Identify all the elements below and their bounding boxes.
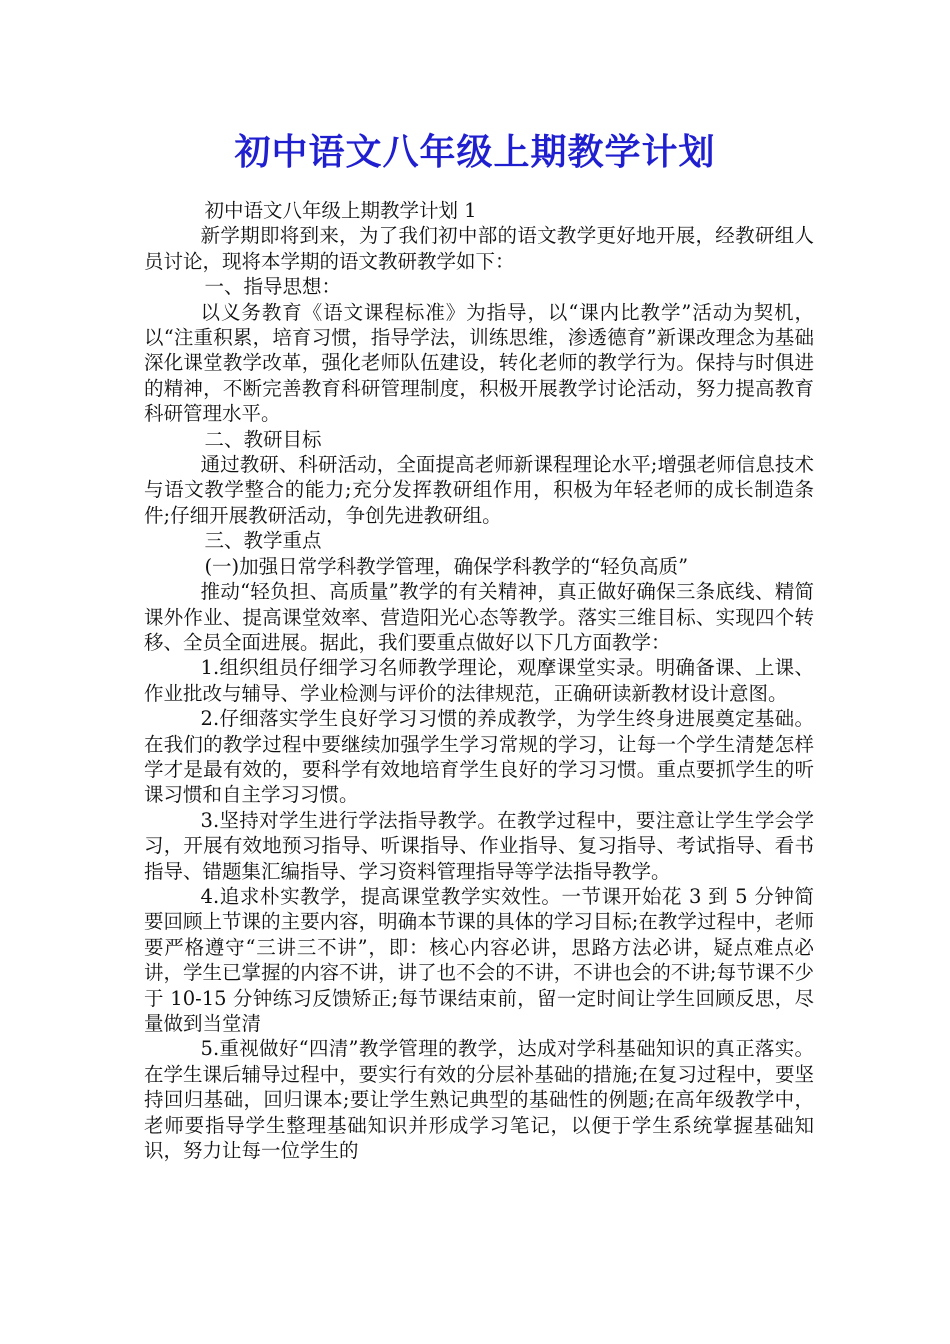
document-title: 初中语文八年级上期教学计划 xyxy=(234,131,716,173)
section-heading-guiding-thought: 一、指导思想： xyxy=(204,275,341,299)
list-item-5: 5.重视做好“四清”教学管理的教学，达成对学科基础知识的真正落实。在学生课后辅导过程中，要实行有效的分层补基础的措施;在复习过程中，要坚持回归基础，回归课本;要让学生熟记典型的基础性的例题;在高年级教学中，老师要指导学生整理基础知识并形成学习笔记，以便于学生系统掌握基础知识，努力让每一位学生的 xyxy=(144,1037,814,1163)
document-subtitle: 初中语文八年级上期教学计划 1 xyxy=(204,199,477,222)
section-heading-teaching-focus: 三、教学重点 xyxy=(204,529,322,553)
section-heading-research-goals: 二、教研目标 xyxy=(204,427,322,451)
paragraph-daily-management: 推动“轻负担、高质量”教学的有关精神，真正做好确保三条底线、精简课外作业、提高课堂效率、营造阳光心态等教学。落实三维目标、实现四个转移、全员全面进展。据此，我们要重点做好以下几方面教学： xyxy=(144,580,814,654)
paragraph-guiding-thought: 以义务教育《语文课程标准》为指导，以“课内比教学”活动为契机，以“注重积累，培育习惯，指导学法，训练思维，渗透德育”新课改理念为基础深化课堂教学改革，强化老师队伍建设，转化老师的教学行为。保持与时俱进的精神，不断完善教育科研管理制度，积极开展教学讨论活动，努力提高教育科研管理水平。 xyxy=(144,300,814,426)
document-body xyxy=(144,198,814,1163)
paragraph-research-goals: 通过教研、科研活动，全面提高老师新课程理论水平;增强老师信息技术与语文教学整合的能力;充分发挥教研组作用，积极为年轻老师的成长制造条件;仔细开展教研活动，争创先进教研组。 xyxy=(144,453,814,527)
list-item-1: 1.组织组员仔细学习名师教学理论，观摩课堂实录。明确备课、上课、作业批改与辅导、学业检测与评价的法律规范，正确研读新教材设计意图。 xyxy=(144,656,814,705)
list-item-2: 2.仔细落实学生良好学习习惯的养成教学，为学生终身进展奠定基础。在我们的教学过程中要继续加强学生学习常规的学习，让每一个学生清楚怎样学才是最有效的，要科学有效地培育学生良好的学习习惯。重点要抓学生的听课习惯和自主学习习惯。 xyxy=(144,707,814,807)
list-item-3: 3.坚持对学生进行学法指导教学。在教学过程中，要注意让学生学会学习，开展有效地预习指导、听课指导、作业指导、复习指导、考试指导、看书指导、错题集汇编指导、学习资料管理指导等学法指导教学。 xyxy=(144,808,814,883)
list-item-4: 4.追求朴实教学，提高课堂教学实效性。一节课开始花 3 到 5 分钟简要回顾上节课的主要内容，明确本节课的具体的学习目标;在教学过程中，老师要严格遵守“三讲三不讲”，即：核心内容必讲，思路方法必讲，疑点难点必讲，学生已掌握的内容不讲，讲了也不会的不讲，不讲也会的不讲;每节课不少于 10-15 分钟练习反馈矫正;每节课结束前，留一定时间让学生回顾反思，尽量做到当堂清 xyxy=(144,884,814,1035)
paragraph-intro: 新学期即将到来，为了我们初中部的语文教学更好地开展，经教研组人员讨论，现将本学期的语文教研教学如下： xyxy=(144,224,814,273)
subsection-heading-daily-management: (一)加强日常学科教学管理，确保学科教学的“轻负高质” xyxy=(204,554,689,578)
